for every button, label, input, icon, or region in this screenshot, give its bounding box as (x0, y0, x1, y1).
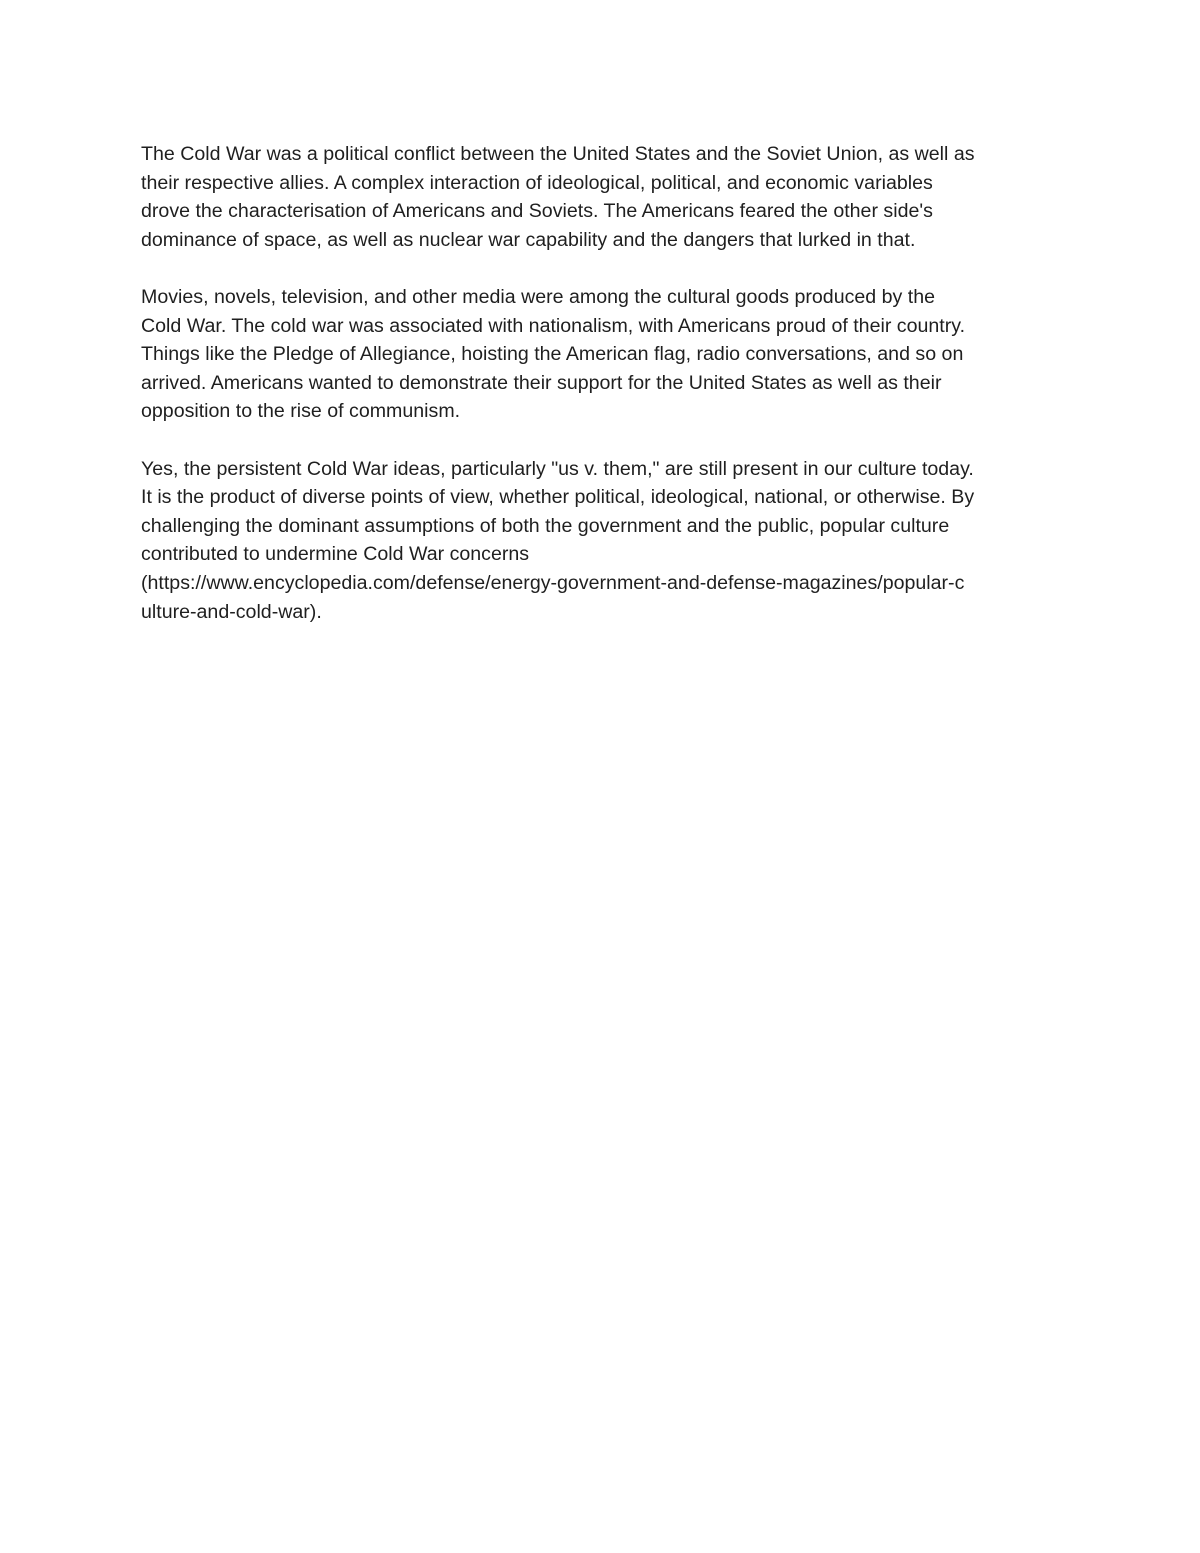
document-body (141, 140, 1071, 655)
citation-url-line: ulture-and-cold-war). (141, 600, 322, 623)
text-line: Things like the Pledge of Allegiance, hoisting the American flag, radio conversations, and so on (141, 343, 964, 366)
paragraph-3 (141, 455, 1071, 627)
paragraph-2 (141, 283, 1071, 426)
citation-url-line: (https://www.encyclopedia.com/defense/energy-government-and-defense-magazines/popular-c (141, 571, 965, 594)
paragraph-1 (141, 140, 1071, 254)
text-line: dominance of space, as well as nuclear war capability and the dangers that lurked in that. (141, 228, 916, 251)
text-line: their respective allies. A complex interaction of ideological, political, and economic variables (141, 171, 933, 194)
text-line: arrived. Americans wanted to demonstrate their support for the United States as well as their (141, 371, 942, 394)
text-line: The Cold War was a political conflict between the United States and the Soviet Union, as well as (141, 143, 975, 165)
text-line: opposition to the rise of communism. (141, 400, 461, 423)
text-line: drove the characterisation of Americans and Soviets. The Americans feared the other side's (141, 200, 933, 223)
text-line: contributed to undermine Cold War concerns (141, 543, 530, 566)
text-line: Cold War. The cold war was associated with nationalism, with Americans proud of their country. (141, 314, 966, 337)
text-line: Movies, novels, television, and other media were among the cultural goods produced by the (141, 285, 936, 308)
text-line: It is the product of diverse points of view, whether political, ideological, national, or otherwise. By (141, 486, 975, 509)
text-line: Yes, the persistent Cold War ideas, particularly "us v. them," are still present in our culture today. (141, 457, 974, 480)
text-line: challenging the dominant assumptions of both the government and the public, popular culture (141, 514, 950, 537)
